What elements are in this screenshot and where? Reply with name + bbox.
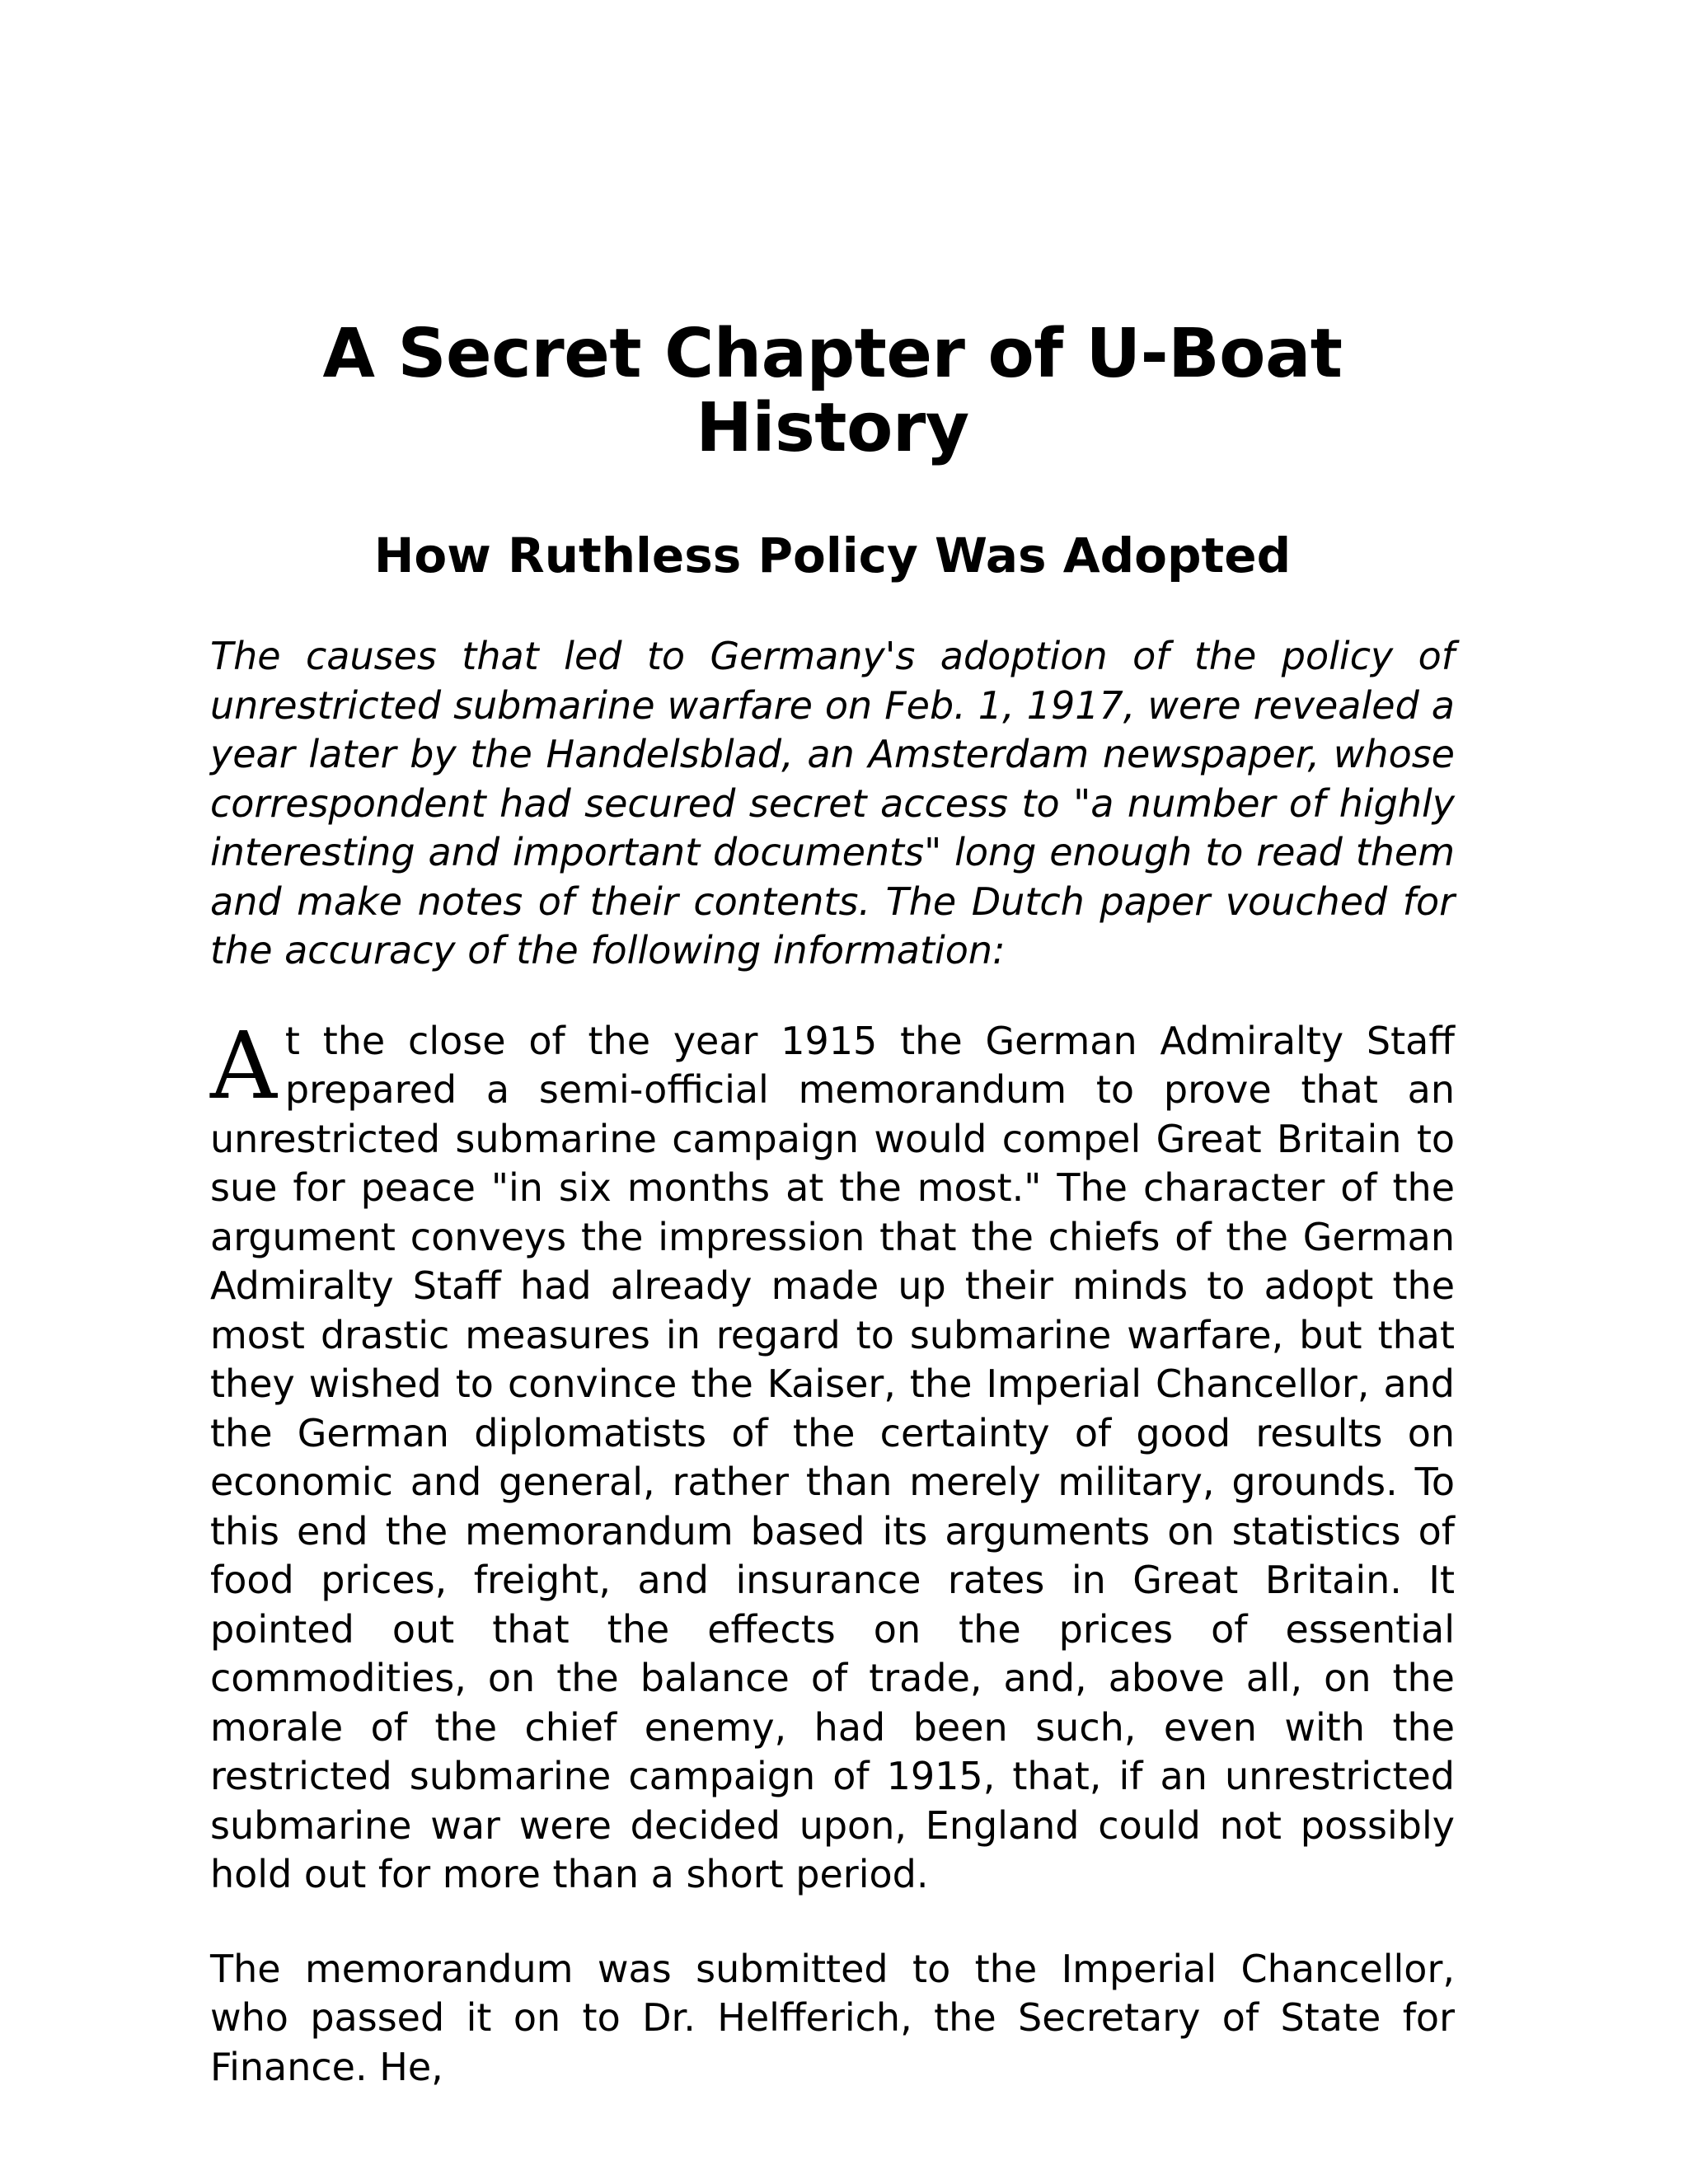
body-paragraph-1 xyxy=(210,1012,1455,1900)
drop-cap: A xyxy=(210,1012,277,1120)
body-paragraph-2: The memorandum was submitted to the Imperial Chancellor, who passed it on to Dr. Helfferich, the Secretary of State for Finance. He, xyxy=(210,1946,1455,2089)
article-title: A Secret Chapter of U-Boat History xyxy=(322,315,1343,468)
lead-paragraph: The causes that led to Germany's adoption of the policy of unrestricted submarine warfare on Feb. 1, 1917, were revealed a year later by the Handelsblad, an Amsterdam newspaper, whose correspondent had secured secret access to "a number of highly interesting and important documents" long enough to read them and make notes of their contents. The Dutch paper vouched for the accuracy of the following information: xyxy=(210,634,1455,973)
article xyxy=(210,317,1455,2092)
article-subtitle: How Ruthless Policy Was Adopted xyxy=(373,527,1292,584)
body-paragraph-1-text: t the close of the year 1915 the German Admiralty Staff prepared a semi-official memorandum to prove that an unrestricted submarine campaign would compel Great Britain to sue for peace "in six months at the most." The character of the argument conveys the impression that the chiefs of the German Admiralty Staff had already made up their minds to adopt the most drastic measures in regard to submarine warfare, but that they wished to convince the Kaiser, the Imperial Chancellor, and the German diplomatists of the certainty of good results on economic and general, rather than merely military, grounds. To this end the memorandum based its arguments on statistics of food prices, freight, and insurance rates in Great Britain. It pointed out that the effects on the prices of essential commodities, on the balance of trade, and, above all, on the morale of the chief enemy, had been such, even with the restricted submarine campaign of 1915, that, if an unrestricted submarine war were decided upon, England could not possibly hold out for more than a short period. xyxy=(210,1018,1455,1897)
